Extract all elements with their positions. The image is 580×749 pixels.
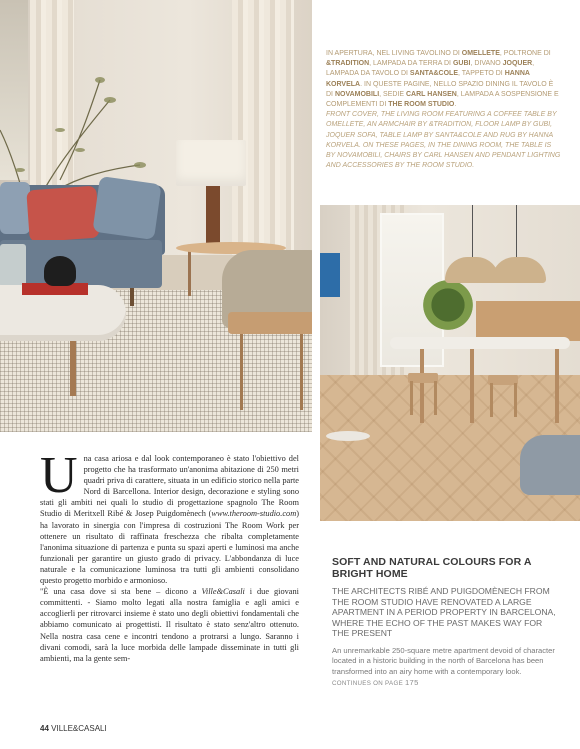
table-lamp-base (206, 186, 220, 250)
page-number: 44 (40, 724, 49, 733)
caption-text: . IN QUESTE PAGINE, NELLO SPAZIO DINING IL TAVOLO È DI (326, 80, 554, 98)
caption-brand: OMELLETE (461, 50, 500, 57)
potted-plant (420, 275, 476, 335)
chair-leg (434, 381, 437, 415)
coffee-table-leg (70, 338, 76, 396)
chair-leg (410, 381, 413, 415)
caption-brand: CARL HANSEN (406, 90, 457, 98)
english-subheading: THE ARCHITECTS RIBÉ AND PUIGDOMÈNECH FROM THE ROOM STUDIO HAVE RENOVATED A LARGE APARTMENT IN A PERIOD PROPERTY IN BARCELONA, WHERE THE ECHO OF THE PAST MAKES WAY FOR THE PRESENT (332, 586, 556, 639)
english-text: An unremarkable 250-square metre apartment devoid of character located in a historic building in the north of Barcelona has been transformed into an airy home with a contemporary look. (332, 645, 555, 676)
english-heading: SOFT AND NATURAL COLOURS FOR A BRIGHT HOME (332, 556, 532, 580)
side-table (326, 431, 370, 441)
pendant-cord (472, 205, 473, 261)
black-sculpture (44, 256, 76, 286)
studio-website: www.theroom-studio.com (211, 509, 297, 519)
caption-text: , POLTRONE DI (499, 50, 551, 57)
caption-text: . (454, 101, 457, 109)
caption-text: , TAPPETO DI (458, 70, 505, 78)
caption-brand: NOVAMOBILI (334, 90, 380, 98)
magazine-title: VILLE&CASALI (51, 724, 107, 733)
dining-room-photo (320, 205, 580, 521)
magazine-name: Ville&Casali (201, 587, 245, 597)
caption-brand: GUBI (452, 60, 471, 68)
armchair-frame (228, 312, 312, 334)
sideboard (476, 301, 580, 341)
paragraph-2: "È una casa dove si sta bene – dicono a Ville&Casali i due giovani committenti. - Siamo molto legati alla nostra famiglia e agli amici e accoglierli per ritrovarci insieme è stato uno degli obiettivi fondamentali che abbiamo comunicato ai progettisti. Il risultato è stato senz'altro ottenuto. Nella nostra casa cene e incontri tendono a protrarsi a lungo. Saranno i divani comodi, sarà la luce morbida delle lampade disseminate in tutti gli ambienti, ma la gente sem- (40, 587, 299, 663)
page-footer (40, 724, 107, 733)
caption-brand: SANTA&COLE (409, 70, 458, 78)
chair-leg (490, 383, 493, 417)
armchair-leg (240, 330, 243, 410)
caption-text: , LAMPADA A SOSPENSIONE E COMPLEMENTI DI (326, 90, 559, 109)
chair-leg (514, 383, 517, 417)
pendant-cord (516, 205, 517, 261)
caption-brand: HANNA KORVELA (326, 70, 530, 88)
caption-text: , LAMPADA DA TAVOLO DI (326, 60, 535, 78)
caption-brand: THE ROOM STUDIO (388, 101, 455, 109)
table-lamp-shade (176, 140, 246, 186)
blue-cushion (92, 176, 161, 240)
blue-artwork (320, 253, 340, 297)
caption-brand: JOQUER (502, 60, 533, 68)
dining-table (390, 337, 570, 349)
sofa-leg (130, 288, 134, 306)
article-body (40, 447, 299, 664)
drop-cap: U (40, 447, 78, 504)
caption-text: , SEDIE (379, 90, 406, 98)
caption-brand: &TRADITION (326, 60, 370, 68)
table-leg (420, 347, 424, 423)
caption-text: IN APERTURA, NEL LIVING TAVOLINO DI (326, 50, 462, 57)
cushion (0, 182, 30, 234)
caption-english: FRONT COVER, THE LIVING ROOM FEATURING A COFFEE TABLE BY OMELLETE, AN ARMCHAIR BY &TRADITION, FLOOR LAMP BY GUBI, JOQUER SOFA, TABLE LAMP BY SANTA&COLE AND RUG BY HANNA KORVELA. ON THESE PAGES, IN THE DINING ROOM, THE TABLE IS BY NOVAMOBILI, CHAIRS BY CARL HANSEN AND PENDANT LIGHTING AND ACCESSORIES BY THE ROOM STUDIO. (326, 111, 561, 170)
red-cushion (26, 186, 99, 243)
caption-text: , DIVANO (470, 60, 503, 68)
photo-caption (326, 49, 562, 171)
continues-on-page: CONTINUES ON PAGE 175 (332, 678, 419, 688)
armchair (520, 435, 580, 495)
armchair-leg (300, 330, 303, 410)
living-room-photo (0, 0, 312, 432)
paragraph-1: na casa ariosa e dal look contemporaneo è stato l'obiettivo del progetto che ha trasformato un'anonima abitazione di 250 metri quadri priva di carattere, situata in un edificio storico nella parte Nord di Barcellona. Interior design, decorazione e styling sono stati gli ambiti nei quali lo studio di progettazione spagnolo The Room Studio di Meritxell Ribé & Josep Puigdomènech (www.theroom-studio.com) ha lavorato in sinergia con l'impresa di costruzioni The Room Work per ottenere un risultato di raffinata freschezza che ribalta completamente l'anonima situazione di partenza e punta su spazi aperti e luminosi ma anche funzionali per garantire un giusto grado di privacy. L'abbondanza di luce naturale e la comunicazione luminosa tra tutti gli ambienti consolidano questo progetto morbido e armonioso. (40, 454, 299, 586)
side-table-leg (188, 250, 191, 296)
table-leg (470, 347, 474, 423)
english-summary (332, 556, 560, 687)
table-leg (555, 347, 559, 423)
caption-text: , LAMPADA DA TERRA DI (369, 60, 453, 68)
caption-italian (326, 49, 562, 110)
